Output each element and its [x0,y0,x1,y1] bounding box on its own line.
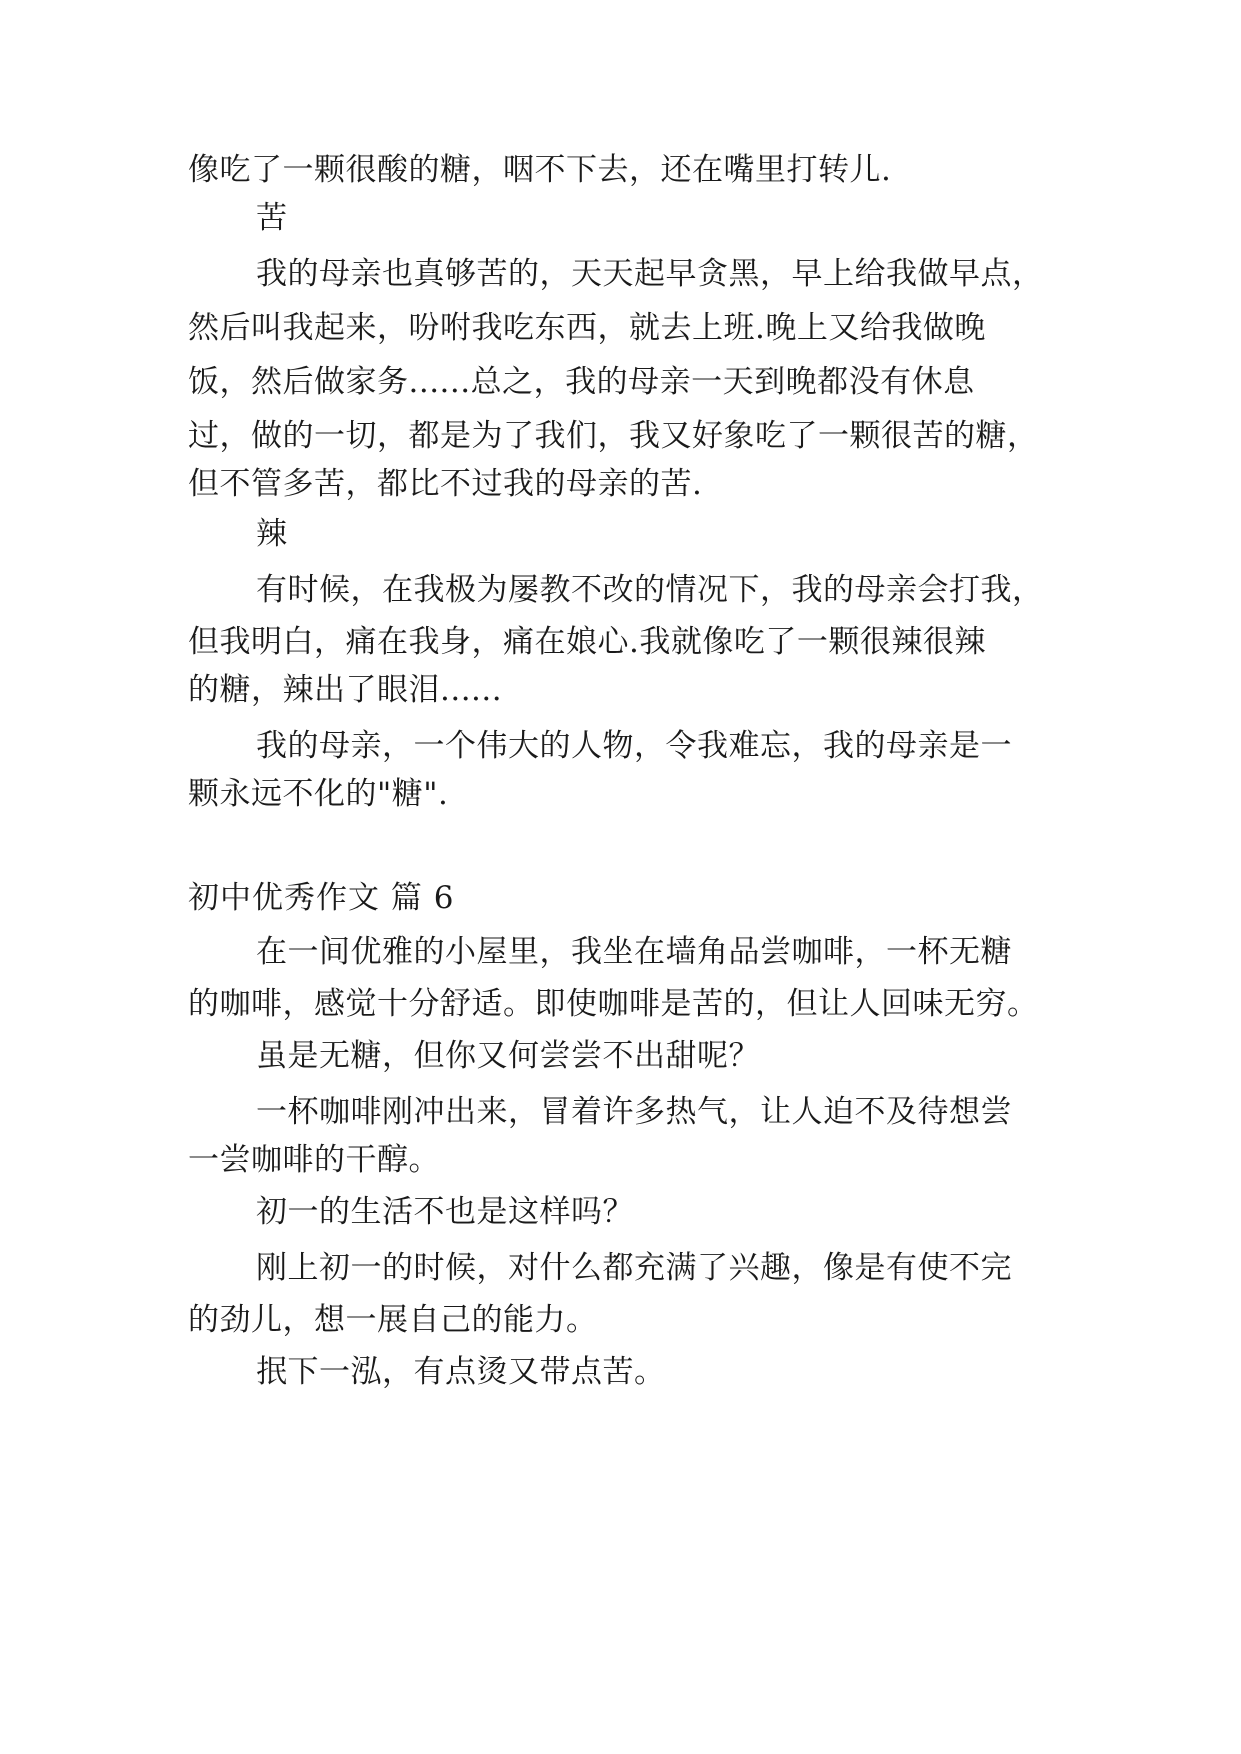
paragraph-line: 我的母亲，一个伟大的人物，令我难忘，我的母亲是一 [256,728,1012,764]
paragraph-line: 我的母亲也真够苦的，天天起早贪黑，早上给我做早点， [256,256,1044,292]
paragraph-line: 刚上初一的时候，对什么都充满了兴趣，像是有使不完 [256,1250,1012,1286]
paragraph-line: 虽是无糖，但你又何尝尝不出甜呢？ [256,1038,760,1074]
paragraph-line: 的咖啡，感觉十分舒适。即使咖啡是苦的，但让人回味无穷。 [188,986,1039,1022]
subheading-spicy: 辣 [256,516,288,552]
paragraph-line: 的劲儿，想一展自己的能力。 [188,1302,598,1338]
subheading-bitter: 苦 [256,200,288,236]
section-heading: 初中优秀作文 篇 6 [188,880,455,916]
paragraph-line: 然后叫我起来，吩咐我吃东西，就去上班.晚上又给我做晚 [188,310,986,346]
paragraph-line: 一杯咖啡刚冲出来，冒着许多热气，让人迫不及待想尝 [256,1094,1012,1130]
paragraph-line: 颗永远不化的"糖". [188,776,449,812]
paragraph-line: 抿下一泓，有点烫又带点苦。 [256,1354,666,1390]
paragraph-line: 有时候，在我极为屡教不改的情况下，我的母亲会打我， [256,572,1044,608]
paragraph-line: 的糖，辣出了眼泪...... [188,672,503,708]
paragraph-line: 在一间优雅的小屋里，我坐在墙角品尝咖啡，一杯无糖 [256,934,1012,970]
paragraph-line: 但不管多苦，都比不过我的母亲的苦. [188,466,703,502]
paragraph-line: 但我明白，痛在我身，痛在娘心.我就像吃了一颗很辣很辣 [188,624,986,660]
paragraph-line: 像吃了一颗很酸的糖，咽不下去，还在嘴里打转儿. [188,152,892,188]
paragraph-line: 饭，然后做家务......总之，我的母亲一天到晚都没有休息 [188,364,975,400]
paragraph-line: 初一的生活不也是这样吗？ [256,1194,634,1230]
paragraph-line: 一尝咖啡的干醇。 [188,1142,440,1178]
paragraph-line: 过，做的一切，都是为了我们，我又好象吃了一颗很苦的糖， [188,418,1039,454]
